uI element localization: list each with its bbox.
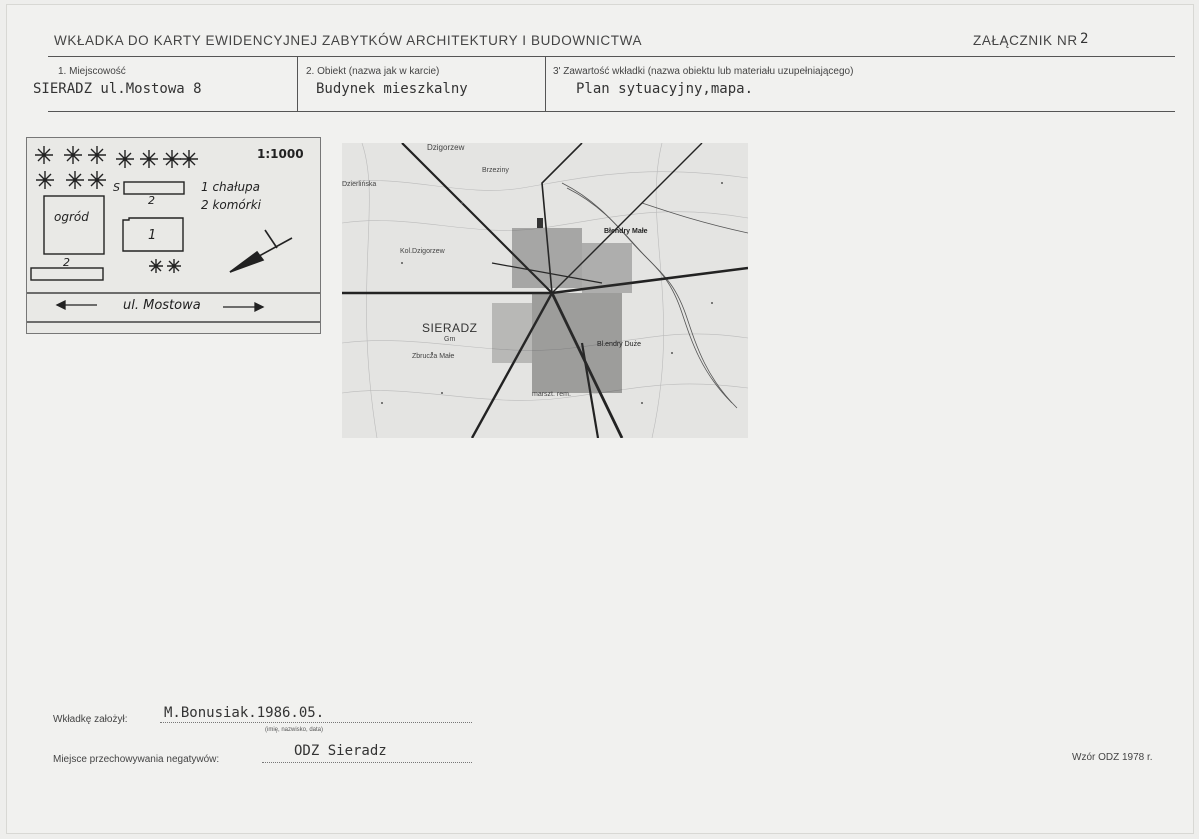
created-by-hint: (imię, nazwisko, data) (265, 727, 324, 733)
object-value: Budynek mieszkalny (316, 81, 468, 97)
form-model-note: Wzór ODZ 1978 r. (1072, 752, 1153, 763)
field-divider-2 (545, 57, 546, 111)
sketch-scale: 1:1000 (257, 147, 304, 161)
sketch-street-label: ul. Mostowa (123, 298, 201, 313)
sketch-building-2-bottom: 2 (63, 256, 70, 269)
map-label-zbrucza: Zbrucza Małe (412, 353, 455, 360)
map-label-city: SIERADZ (422, 321, 478, 335)
locality-value: SIERADZ ul.Mostowa 8 (33, 81, 202, 97)
map-label-biendry-duze: Bl.endry Duże (597, 341, 641, 348)
sketch-garden-label: ogród (54, 210, 89, 224)
sketch-building-2-top: 2 (148, 194, 155, 207)
content-value: Plan sytuacyjny,mapa. (576, 81, 754, 97)
map-label-dzierlinska: Dzierlińska (342, 181, 377, 188)
header-rule (48, 56, 1175, 57)
sketch-s-mark: S (113, 181, 120, 194)
content-label: 3' Zawartość wkładki (nazwa obiektu lub materiału uzupełniającego) (553, 66, 854, 77)
map-label-biendry-male: Błendry Małe (604, 228, 648, 235)
map-label-dzigorzew: Dzigorzew (427, 143, 465, 152)
sketch-legend-sheds: 2 komórki (201, 198, 261, 212)
negatives-location-value: ODZ Sieradz (294, 743, 387, 759)
fields-rule (48, 111, 1175, 112)
sketch-building-1: 1 (148, 228, 157, 243)
garden-plot (44, 196, 104, 254)
form-title: WKŁADKA DO KARTY EWIDENCYJNEJ ZABYTKÓW ARCHITEKTURY I BUDOWNICTWA (54, 33, 643, 48)
annex-number: 2 (1080, 31, 1089, 47)
locality-label: 1. Miejscowość (58, 66, 126, 77)
map-label-marszt: marszt. rem. (532, 391, 571, 398)
north-arrow (230, 230, 292, 272)
map-label-brzeziny: Brzeziny (482, 167, 509, 174)
sketch-legend-cottage: 1 chałupa (201, 180, 261, 194)
negatives-location-label: Miejsce przechowywania negatywów: (53, 754, 220, 765)
outbuilding-bottom (31, 268, 103, 280)
site-plan-sketch (26, 137, 321, 334)
created-by-value: M.Bonusiak.1986.05. (164, 705, 325, 721)
topographic-map-photo (342, 143, 748, 438)
annex-label: ZAŁĄCZNIK NR (973, 33, 1078, 48)
object-label: 2. Obiekt (nazwa jak w karcie) (306, 66, 440, 77)
map-label-gm: Gm (444, 336, 456, 343)
created-by-label: Wkładkę założył: (53, 714, 128, 725)
map-label-kol-dzigorzew: Kol.Dzigorzew (400, 248, 445, 255)
field-divider-1 (297, 57, 298, 111)
outbuilding-top (124, 182, 184, 194)
